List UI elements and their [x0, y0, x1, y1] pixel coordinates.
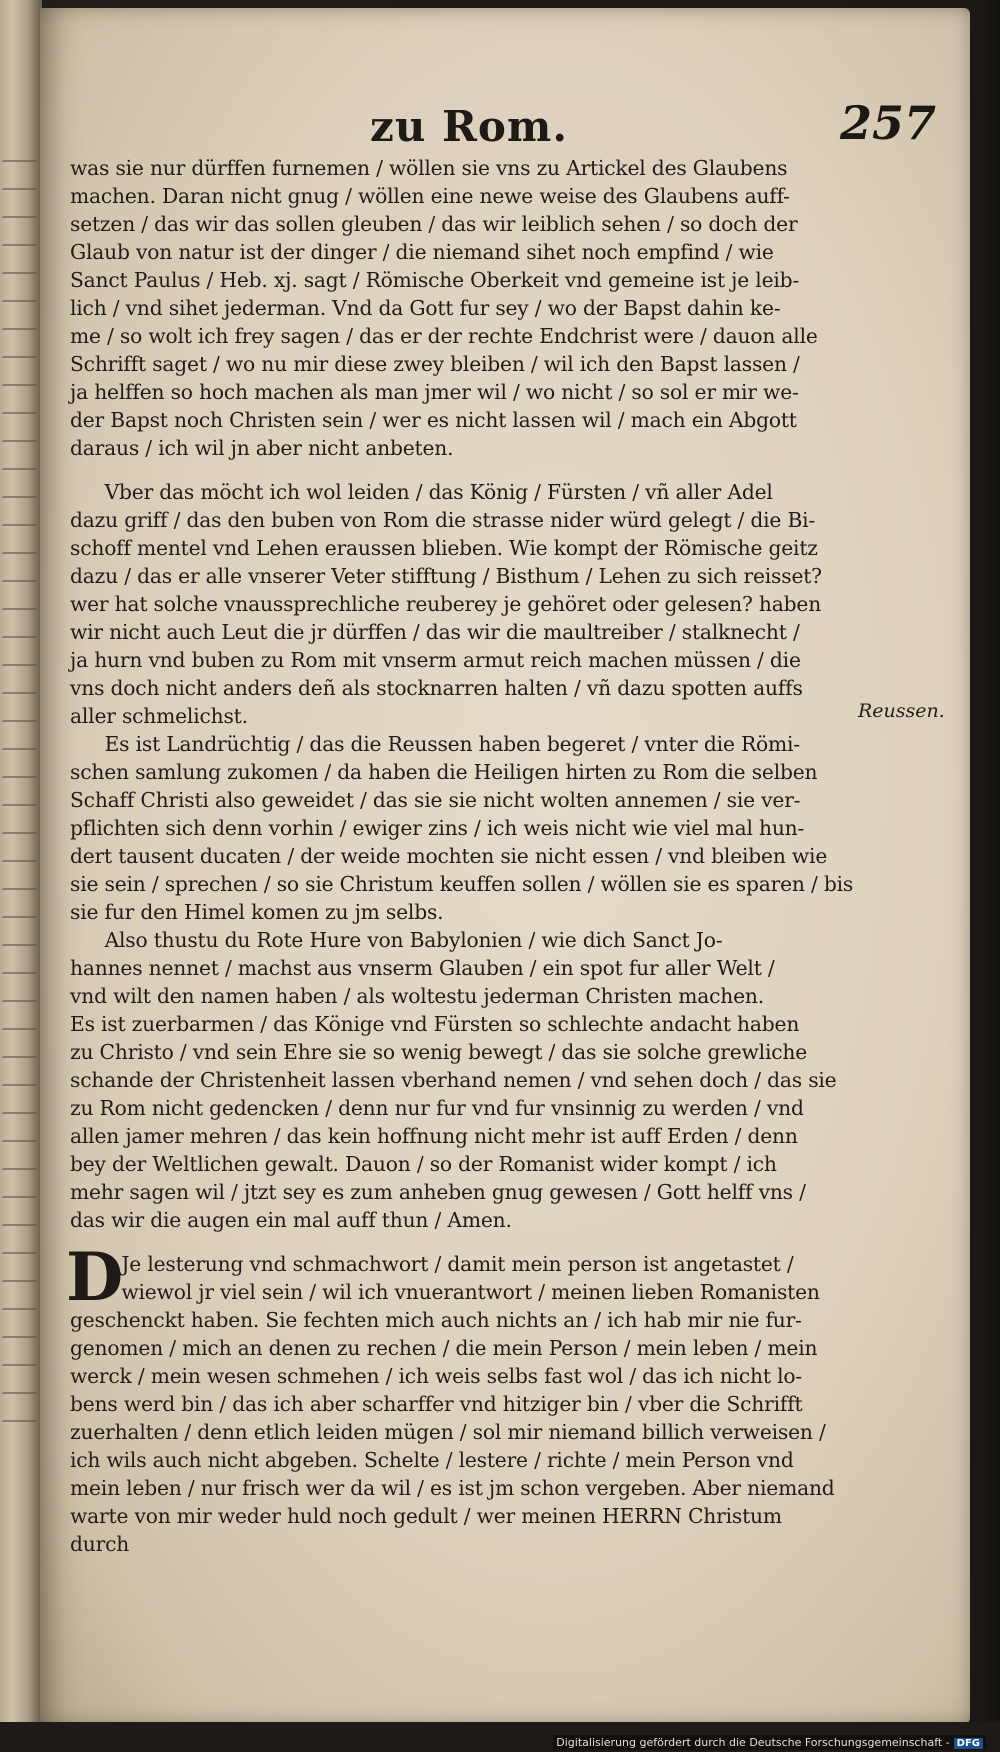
text-line: mehr sagen wil / jtzt sey es zum anheben gnug gewesen / Gott helff vns / [70, 1180, 806, 1204]
text-line: daraus / ich wil jn aber nicht anbeten. [70, 436, 454, 460]
text-line: lich / vnd sihet jederman. Vnd da Gott fur sey / wo der Bapst dahin ke- [70, 296, 781, 320]
text-line: wir nicht auch Leut die jr dürffen / das wir die maultreiber / stalknecht / [70, 620, 800, 644]
text-line: zuerhalten / denn etlich leiden mügen / sol mir niemand billich verweisen / [70, 1420, 826, 1444]
page-header [40, 96, 970, 156]
text-line: warte von mir weder huld noch gedult / wer meinen HERRN Christum [70, 1504, 782, 1528]
text-line: genomen / mich an denen zu rechen / die mein Person / mein leben / mein [70, 1336, 818, 1360]
text-line: Je lesterung vnd schmachwort / damit mein person ist angetastet / [121, 1252, 794, 1276]
text-line: mein leben / nur frisch wer da wil / es ist jm schon vergeben. Aber niemand [70, 1476, 835, 1500]
text-line: vns doch nicht anders deñ als stocknarren halten / vñ dazu spotten auffs [70, 676, 803, 700]
text-line: Es ist Landrüchtig / das die Reussen haben begeret / vnter die Römi- [104, 732, 800, 756]
text-line: sie fur den Himel komen zu jm selbs. [70, 900, 444, 924]
paragraph-3 [70, 730, 870, 926]
text-line: pflichten sich denn vorhin / ewiger zins / ich weis nicht wie viel mal hun- [70, 816, 805, 840]
paragraph-gap [70, 462, 870, 478]
text-line: werck / mein wesen schmehen / ich weis selbs fast wol / das ich nicht lo- [70, 1364, 803, 1388]
text-line: durch [70, 1532, 130, 1556]
text-line: sie sein / sprechen / so sie Christum keuffen sollen / wöllen sie es sparen / bis [70, 872, 854, 896]
text-line: zu Christo / vnd sein Ehre sie so wenig bewegt / das sie solche grewliche [70, 1040, 808, 1064]
dfg-logo: DFG [954, 1738, 983, 1749]
text-line: wer hat solche vnaussprechliche reuberey je gehöret oder gelesen? haben [70, 592, 822, 616]
paragraph-gap [70, 1234, 870, 1250]
text-line: Sanct Paulus / Heb. xj. sagt / Römische Oberkeit vnd gemeine ist je leib- [70, 268, 800, 292]
text-line: was sie nur dürffen furnemen / wöllen sie vns zu Artickel des Glaubens [70, 156, 788, 180]
paragraph-4 [70, 926, 870, 1234]
text-line: wiewol jr viel sein / wil ich vnuerantwort / meinen lieben Romanisten [121, 1280, 820, 1304]
text-line: bey der Weltlichen gewalt. Dauon / so der Romanist wider kompt / ich [70, 1152, 777, 1176]
text-line: ja helffen so hoch machen als man jmer wil / wo nicht / so sol er mir we- [70, 380, 799, 404]
digitization-credit [553, 1735, 986, 1750]
previous-page-text-fragments [2, 160, 36, 1460]
paragraph-1 [70, 154, 870, 462]
text-line: Glaub von natur ist der dinger / die niemand sihet noch empfind / wie [70, 240, 774, 264]
text-line: schande der Christenheit lassen vberhand nemen / vnd sehen doch / das sie [70, 1068, 837, 1092]
drop-cap: D [66, 1238, 124, 1316]
body-text [66, 154, 870, 1558]
text-line: vnd wilt den namen haben / als woltestu jederman Christen machen. [70, 984, 765, 1008]
margin-note: Reussen. [858, 700, 945, 722]
text-line: me / so wolt ich frey sagen / das er der rechte Endchrist were / dauon alle [70, 324, 818, 348]
text-line: Vber das möcht ich wol leiden / das König / Fürsten / vñ aller Adel [104, 480, 773, 504]
text-line: setzen / das wir das sollen gleuben / das wir leiblich sehen / so doch der [70, 212, 798, 236]
credit-text: Digitalisierung gefördert durch die Deutsche Forschungsgemeinschaft - [556, 1736, 950, 1749]
paragraph-2 [70, 478, 870, 730]
text-line: zu Rom nicht gedencken / denn nur fur vnd fur vnsinnig zu werden / vnd [70, 1096, 804, 1120]
text-line: schoff mentel vnd Lehen eraussen blieben. Wie kompt der Römische geitz [70, 536, 818, 560]
paragraph-5 [70, 1250, 870, 1558]
text-line: allen jamer mehren / das kein hoffnung nicht mehr ist auff Erden / denn [70, 1124, 798, 1148]
text-line: dazu griff / das den buben von Rom die strasse nider würd gelegt / die Bi- [70, 508, 816, 532]
text-line: geschenckt haben. Sie fechten mich auch nichts an / ich hab mir nie fur- [70, 1308, 802, 1332]
text-line: bens werd bin / das ich aber scharffer vnd hitziger bin / vber die Schrifft [70, 1392, 803, 1416]
text-line: Schrifft saget / wo nu mir diese zwey bleiben / wil ich den Bapst lassen / [70, 352, 800, 376]
text-line: dazu / das er alle vnserer Veter stifftung / Bisthum / Lehen zu sich reisset? [70, 564, 822, 588]
text-line: Also thustu du Rote Hure von Babylonien / wie dich Sanct Jo- [104, 928, 723, 952]
text-line: aller schmelichst. [70, 704, 248, 728]
previous-page-edge [0, 0, 42, 1752]
text-line: schen samlung zukomen / da haben die Heiligen hirten zu Rom die selben [70, 760, 818, 784]
text-line: hannes nennet / machst aus vnserm Glauben / ein spot fur aller Welt / [70, 956, 775, 980]
page-number: 257 [840, 96, 937, 150]
text-line: dert tausent ducaten / der weide mochten sie nicht essen / vnd bleiben wie [70, 844, 828, 868]
book-page [40, 8, 970, 1724]
text-line: ja hurn vnd buben zu Rom mit vnserm armut reich machen müssen / die [70, 648, 801, 672]
text-line: Schaff Christi also geweidet / das sie sie nicht wolten annemen / sie ver- [70, 788, 801, 812]
text-line: machen. Daran nicht gnug / wöllen eine newe weise des Glaubens auff- [70, 184, 790, 208]
text-line: ich wils auch nicht abgeben. Schelte / lestere / richte / mein Person vnd [70, 1448, 794, 1472]
running-title: zu Rom. [370, 102, 568, 151]
text-line: das wir die augen ein mal auff thun / Amen. [70, 1208, 512, 1232]
text-line: der Bapst noch Christen sein / wer es nicht lassen wil / mach ein Abgott [70, 408, 797, 432]
text-line: Es ist zuerbarmen / das Könige vnd Fürsten so schlechte andacht haben [70, 1012, 800, 1036]
